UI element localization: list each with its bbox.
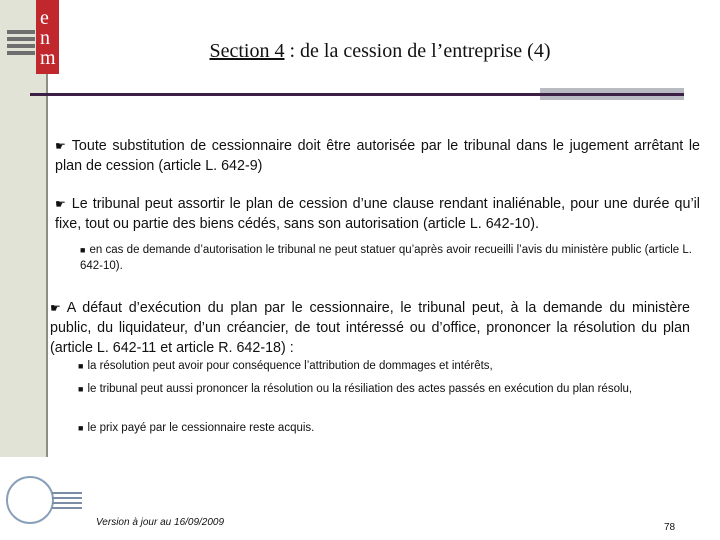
enm-logo (3, 0, 59, 74)
paragraph-2-sub (80, 242, 692, 274)
pointing-hand-icon: ☛ (55, 197, 66, 211)
logo-letter-m: m (40, 47, 56, 69)
republic-seal-icon (6, 476, 54, 524)
paragraph-2-sub-text: en cas de demande d’autorisation le tribunal ne peut statuer qu’après avoir recueilli l’avis du ministère public (article L. 642-10). (80, 244, 692, 272)
pointing-hand-icon: ☛ (50, 301, 61, 315)
paragraph-3-sub-3-text: le prix payé par le cessionnaire reste acquis. (87, 422, 315, 434)
paragraph-3-sub-1 (78, 358, 690, 374)
title-rest: : de la cession de l’entreprise (4) (284, 40, 551, 62)
logo-letter-n: n (40, 27, 50, 49)
page-title (100, 40, 660, 63)
paragraph-1-text: Toute substitution de cessionnaire doit être autorisée par le tribunal dans le jugement arrêtant le plan de cession (article L. 642-9) (55, 138, 700, 174)
square-bullet-icon: ■ (78, 361, 84, 371)
logo-red-band (36, 0, 59, 74)
title-rule (30, 93, 684, 96)
paragraph-3-sub-1-text: la résolution peut avoir pour conséquence l’attribution de dommages et intérêts, (87, 360, 493, 372)
paragraph-3-sub-2-text: le tribunal peut aussi prononcer la résolution ou la résiliation des actes passés en exécution du plan résolu, (87, 383, 633, 395)
paragraph-3 (50, 298, 690, 358)
logo-letter-e: e (40, 7, 49, 29)
logo-bars (7, 30, 35, 60)
square-bullet-icon: ■ (78, 384, 84, 394)
paragraph-3-sub-2 (78, 381, 690, 397)
paragraph-3-sub-3 (78, 420, 690, 436)
page-number: 78 (664, 522, 676, 533)
version-footer: Version à jour au 16/09/2009 (96, 517, 225, 528)
square-bullet-icon: ■ (80, 245, 86, 255)
paragraph-2 (55, 194, 700, 234)
paragraph-1 (55, 136, 700, 176)
paragraph-2-text: Le tribunal peut assortir le plan de cession d’une clause rendant inaliénable, pour une durée qu’il fixe, tout ou partie des biens cédés, sans son autorisation (article L. 642-10). (55, 196, 700, 232)
pointing-hand-icon: ☛ (55, 139, 66, 153)
seal-caption-lines (52, 492, 82, 512)
title-section: Section 4 (209, 40, 285, 62)
square-bullet-icon: ■ (78, 423, 84, 433)
paragraph-3-text: A défaut d’exécution du plan par le cessionnaire, le tribunal peut, à la demande du ministère public, du liquidateur, d’un créancier, de tout intéressé ou d’office, prononcer la résolution du plan (article L. 642-11 et article R. 642-18) : (50, 300, 690, 356)
